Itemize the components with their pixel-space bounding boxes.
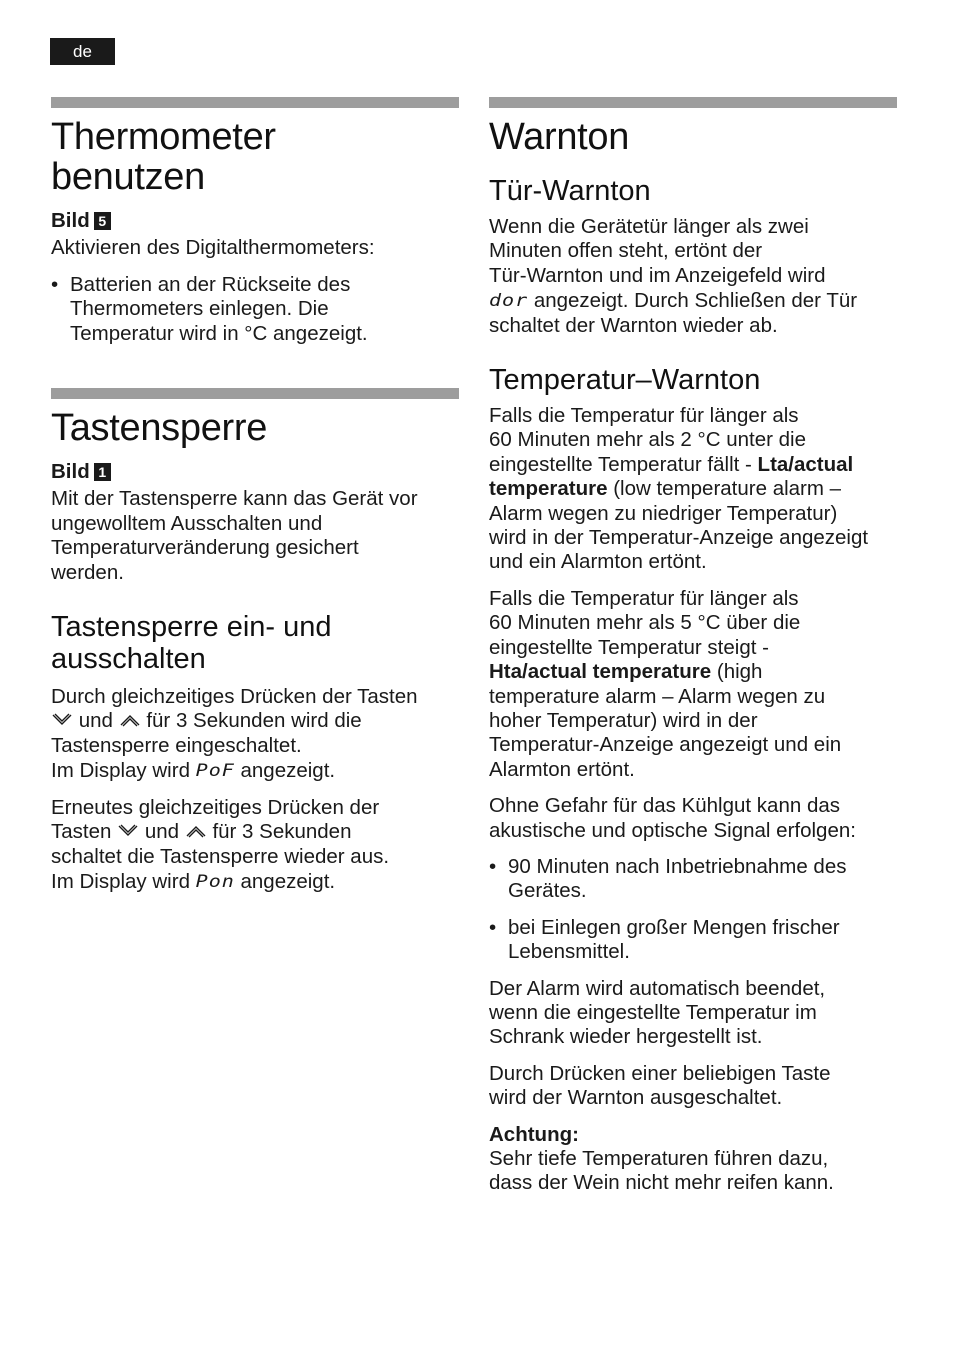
thermometer-bild-ref: Bild 5	[51, 209, 459, 233]
thermometer-heading: Thermometer benutzen	[51, 116, 276, 198]
bullet-dot: •	[51, 272, 59, 296]
bild-number-badge: 1	[94, 463, 111, 481]
thermometer-intro: Aktivieren des Digitalthermometers:	[51, 236, 375, 260]
alarm-end-text: Der Alarm wird automatisch beendet, wenn die eingestellte Temperatur im Schrank wieder hergestellt ist.	[489, 976, 826, 1049]
list-item: • Batterien an der Rückseite des Thermometers einlegen. Die Temperatur wird in °C angezeigt.	[51, 272, 368, 345]
language-tab: de	[50, 38, 115, 65]
high-temp-alarm-text: Falls die Temperatur für länger als 60 Minuten mehr als 5 °C über die eingestellte Temperatur steigt - Hta/actual temperature (high temperature alarm – Alarm wegen zu hoher Temperatur) wird in der Temperatur-Anzeige angezeigt und ein Alarmton ertönt.	[489, 586, 842, 781]
tastensperre-disable-text: Erneutes gleichzeitiges Drücken der Tasten und für 3 Sekunden schaltet die Tastensperre wieder aus. Im Display wird Pon angezeigt.	[51, 795, 390, 893]
list-item: • 90 Minuten nach Inbetriebnahme des Gerätes.	[489, 854, 847, 903]
tuer-warnton-heading: Tür-Warnton	[489, 175, 651, 207]
warnton-heading: Warnton	[489, 116, 630, 158]
list-item: • bei Einlegen großer Mengen frischer Lebensmittel.	[489, 915, 840, 964]
tastensperre-heading: Tastensperre	[51, 407, 268, 450]
chevron-up-key-icon	[185, 821, 207, 837]
chevron-down-key-icon	[51, 710, 73, 726]
warning-label: Achtung:	[489, 1122, 579, 1146]
warning-note: Achtung: Sehr tiefe Temperaturen führen dazu, dass der Wein nicht mehr reifen kann.	[489, 1122, 834, 1195]
low-temp-alarm-text: Falls die Temperatur für länger als 60 Minuten mehr als 2 °C unter die eingestellte Temperatur fällt - Lta/actual temperature (low temperature alarm – Alarm wegen zu niedriger Temperatur) wird in der Temperatur-Anzeige angezeigt und ein Alarmton ertönt.	[489, 404, 869, 574]
display-code-dor: dor	[489, 290, 529, 311]
right-column	[489, 97, 897, 1196]
tastensperre-subheading: Tastensperre ein- und ausschalten	[51, 611, 332, 676]
chevron-up-key-icon	[119, 710, 141, 726]
signal-info-text: Ohne Gefahr für das Kühlgut kann das akustische und optische Signal erfolgen:	[489, 794, 856, 842]
display-code-pof: PoF	[195, 760, 235, 781]
section-rule	[51, 97, 459, 108]
chevron-down-key-icon	[117, 821, 139, 837]
tastensperre-bild-ref: Bild 1	[51, 460, 459, 484]
section-rule	[51, 388, 459, 399]
left-column	[51, 97, 459, 894]
alarm-off-text: Durch Drücken einer beliebigen Taste wird der Warnton ausgeschaltet.	[489, 1061, 831, 1110]
tastensperre-enable-text: Durch gleichzeitiges Drücken der Tasten und für 3 Sekunden wird die Tastensperre eingeschaltet. Im Display wird PoF angezeigt.	[51, 685, 418, 783]
tastensperre-body: Mit der Tastensperre kann das Gerät vor ungewolltem Ausschalten und Temperaturveränderung gesichert werden.	[51, 487, 418, 584]
bild-number-badge: 5	[94, 212, 111, 230]
tuer-warnton-text: Wenn die Gerätetür länger als zwei Minuten offen steht, ertönt der Tür-Warnton und im Anzeigefeld wird dor angezeigt. Durch Schließen der Tür schaltet der Warnton wieder ab.	[489, 215, 858, 337]
bullet-dot: •	[489, 915, 497, 939]
temperatur-warnton-heading: Temperatur–Warnton	[489, 364, 761, 397]
bullet-dot: •	[489, 854, 497, 878]
section-rule	[489, 97, 897, 108]
display-code-pon: Pon	[195, 870, 235, 892]
